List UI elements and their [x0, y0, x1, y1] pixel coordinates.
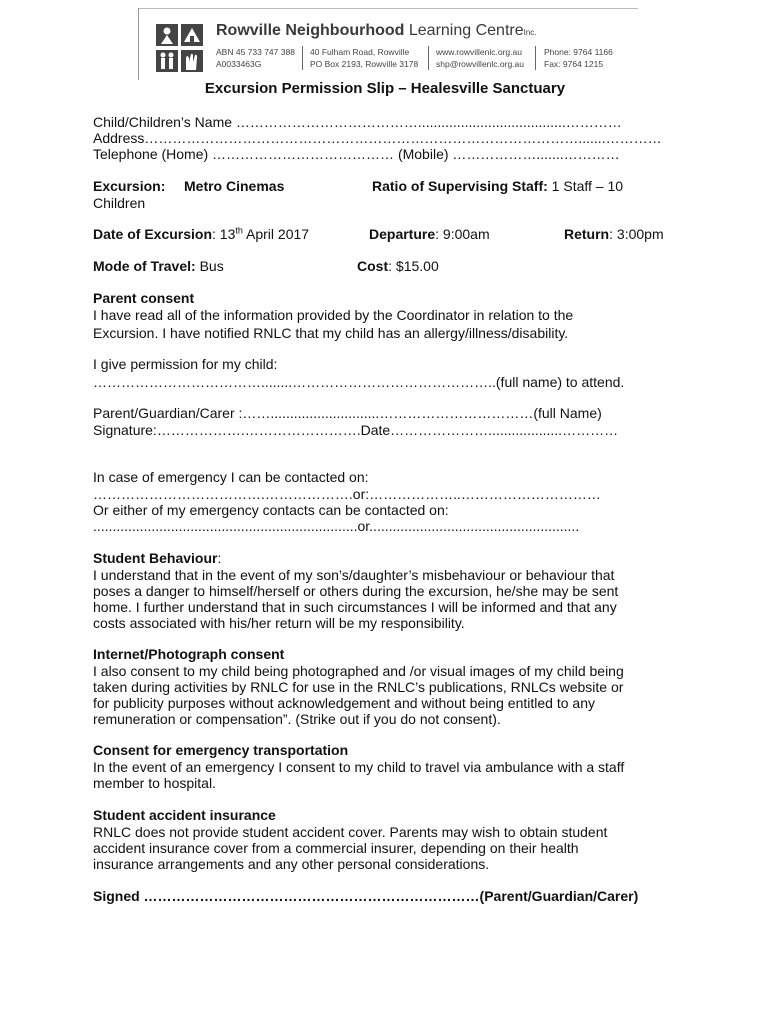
abn-text: ABN 45 733 747 388 — [216, 47, 295, 57]
excursion-value: Metro Cinemas — [184, 178, 285, 194]
emergency-contact-text: In case of emergency I can be contacted on: — [93, 469, 369, 485]
emergency-contact-field[interactable]: ……………………………….……………….or:………………..………………………… — [93, 486, 601, 502]
transport-heading: Consent for emergency transportation — [93, 742, 349, 758]
emergency-contacts-text: Or either of my emergency contacts can be contacted on: — [93, 502, 449, 518]
behaviour-text: poses a danger to himself/herself or others during the excursion, he/she may be sent — [93, 583, 619, 599]
header-divider — [535, 46, 536, 70]
photo-consent-text: I also consent to my child being photographed and /or visual images of my child being — [93, 663, 624, 679]
emergency-contacts-field[interactable]: ....................................................................or...................................................... — [93, 518, 580, 534]
photo-consent-text: taken during activities by RNLC for use in the RNLC’s publications, RNLCs website or — [93, 679, 624, 695]
departure-time: Departure: 9:00am — [369, 226, 490, 242]
consent-statement: Excursion. I have notified RNLC that my child has an allergy/illness/disability. — [93, 325, 569, 341]
behaviour-text: I understand that in the event of my son’s/daughter’s misbehaviour or behaviour that — [93, 567, 615, 583]
signed-field[interactable]: Signed ………………………………………………………………(Parent/Guardian/Carer) — [93, 888, 639, 904]
letterhead-top-rule — [138, 8, 638, 9]
child-full-name-field[interactable]: ………………………………........……………………………………..(full name) to attend. — [93, 374, 625, 390]
behaviour-heading: Student Behaviour: — [93, 550, 222, 566]
child-name-field[interactable]: Child/Children’s Name …………………………………......................................………… — [93, 114, 622, 130]
mode-of-travel: Mode of Travel: Bus — [93, 258, 224, 274]
organisation-logo — [156, 24, 204, 74]
excursion-label: Excursion: — [93, 178, 166, 194]
phone-contacts — [544, 46, 613, 70]
insurance-text: accident insurance cover from a commercial insurer, depending on their health — [93, 840, 579, 856]
header-divider — [302, 46, 303, 70]
carer-name-field[interactable]: Parent/Guardian/Carer :……............................……………………………(full Name) — [93, 405, 602, 421]
letterhead-side-rule — [138, 8, 139, 80]
postal-address: 40 Fulham Road, Rowville PO Box 2193, Rowville 3178 — [310, 47, 419, 69]
page-title: Excursion Permission Slip – Healesville Sanctuary — [204, 80, 566, 97]
behaviour-text: costs associated with his/her return will be my responsibility. — [93, 615, 465, 631]
phone-text: Phone: 9764 1166 — [544, 47, 613, 57]
email-text: shp@rowvillenlc.org.au — [436, 59, 525, 69]
signature-date-field[interactable]: Signature:……………….…………………….Date…………………...................………… — [93, 422, 619, 438]
insurance-text: RNLC does not provide student accident cover. Parents may wish to obtain student — [93, 824, 608, 840]
ratio-continuation: Children — [93, 195, 146, 211]
letterhead — [138, 8, 638, 80]
insurance-heading: Student accident insurance — [93, 807, 276, 823]
photo-consent-text: remuneration or compensation”. (Strike out if you do not consent). — [93, 711, 501, 727]
header-divider — [428, 46, 429, 70]
photo-consent-text: for publicity purposes without acknowledgement and without being entitled to any — [93, 695, 595, 711]
association-number: A0033463G — [216, 59, 262, 69]
fax-text: Fax: 9764 1215 — [544, 59, 604, 69]
web-contacts — [436, 46, 524, 70]
return-time: Return: 3:00pm — [564, 226, 664, 242]
photo-consent-heading: Internet/Photograph consent — [93, 646, 285, 662]
insurance-text: insurance arrangements and any other personal considerations. — [93, 856, 490, 872]
registration-details — [216, 46, 295, 70]
ratio-text: Ratio of Supervising Staff: 1 Staff – 10 — [372, 178, 624, 194]
address-field[interactable]: Address………………………………………………………………………………….......………… — [93, 130, 662, 146]
permission-text: I give permission for my child: — [93, 356, 278, 372]
website-text: www.rowvillenlc.org.au — [436, 47, 522, 57]
telephone-field[interactable]: Telephone (Home) ………………………………… (Mobile) ……………….......………… — [93, 146, 620, 162]
parent-consent-heading: Parent consent — [93, 290, 195, 306]
consent-statement: I have read all of the information provided by the Coordinator in relation to the — [93, 307, 574, 323]
behaviour-text: home. I further understand that in such circumstances I will be informed and that any — [93, 599, 617, 615]
date-of-excursion: Date of Excursion: 13th April 2017 — [93, 225, 310, 242]
organisation-name: Rowville Neighbourhood Learning CentreInc. — [216, 22, 537, 39]
cost-text: Cost: $15.00 — [357, 258, 439, 274]
transport-text: In the event of an emergency I consent to my child to travel via ambulance with a staff — [93, 759, 625, 775]
transport-text: member to hospital. — [93, 775, 216, 791]
